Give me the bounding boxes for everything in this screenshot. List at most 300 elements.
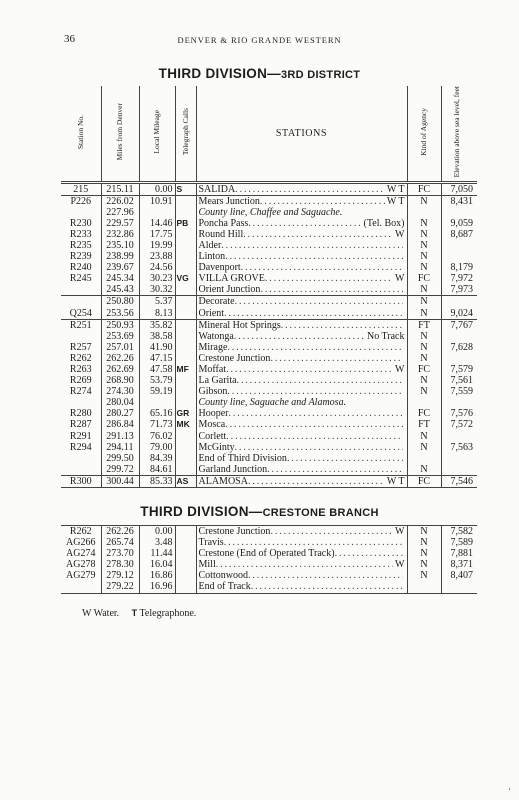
- telegraph-call: [175, 308, 196, 320]
- local-mileage: 71.73: [139, 419, 175, 430]
- table-row: [61, 475, 477, 487]
- dot-leader: [270, 353, 402, 364]
- station-name: Alder: [198, 239, 222, 251]
- header-elevation: Elevation above sea level, feet: [452, 86, 461, 178]
- miles-from-denver: 280.27: [101, 408, 139, 419]
- table-row: [61, 453, 477, 464]
- station-name: Davenport: [198, 262, 241, 274]
- table-row: [61, 331, 477, 342]
- station-flags: W T: [386, 475, 405, 487]
- table-row: [61, 353, 477, 364]
- station-flags: W: [395, 559, 405, 571]
- miles-from-denver: 250.80: [101, 296, 139, 308]
- elevation: 7,559: [450, 386, 473, 398]
- kind-of-agency: N: [407, 195, 441, 207]
- station-cell: [196, 464, 407, 476]
- table-row: [61, 229, 477, 240]
- elevation: 8,687: [450, 228, 473, 240]
- station-cell: [196, 331, 407, 342]
- station-number: R263: [61, 364, 101, 375]
- page-number: 36: [64, 33, 75, 45]
- kind-of-agency: N: [407, 464, 441, 476]
- miles-from-denver: 253.69: [101, 331, 139, 342]
- dot-leader: [225, 251, 402, 262]
- station-cell: [196, 240, 407, 251]
- header-stations: STATIONS: [275, 127, 328, 139]
- elevation: 7,767: [441, 319, 477, 331]
- kind-of-agency: FC: [407, 364, 441, 375]
- header-agency: Kind of Agency: [407, 86, 441, 182]
- local-mileage: 8.13: [139, 308, 175, 320]
- miles-from-denver: 245.43: [101, 284, 139, 296]
- elevation: 7,582: [441, 526, 477, 538]
- station-name: Crestone (End of Operated Track): [198, 548, 335, 560]
- table-row: [61, 526, 477, 538]
- elevation: 8,407: [450, 570, 473, 582]
- table-row: [61, 251, 477, 262]
- elevation: 7,973: [450, 284, 473, 296]
- title-main: THIRD DIVISION—: [158, 66, 281, 81]
- elevation: [441, 240, 477, 251]
- station-flags: [403, 353, 405, 364]
- kind-of-agency: FC: [407, 408, 441, 419]
- station-number: [61, 207, 101, 218]
- station-cell: [196, 251, 407, 262]
- station-name: Cottonwood: [198, 570, 248, 582]
- local-mileage: 14.46: [139, 218, 175, 229]
- kind-of-agency: FT: [407, 319, 441, 331]
- table-row: [61, 464, 477, 476]
- miles-from-denver: 299.72: [101, 464, 139, 476]
- local-mileage: 65.16: [139, 408, 175, 419]
- telegraph-call: GR: [175, 408, 196, 419]
- station-cell: [196, 364, 407, 375]
- station-cell: [196, 284, 407, 296]
- station-name: Decorate: [198, 296, 235, 308]
- local-mileage: 35.82: [139, 319, 175, 331]
- dot-leader: [221, 240, 402, 251]
- station-cell: [196, 319, 407, 331]
- dot-leader: [229, 408, 403, 419]
- kind-of-agency: N: [407, 431, 441, 442]
- station-number: R239: [61, 251, 101, 262]
- county-line-note: County line, Saguache and Alamosa.: [198, 397, 347, 409]
- station-name: Mears Junction: [198, 195, 260, 207]
- station-number: AG266: [61, 537, 101, 548]
- local-mileage: 47.15: [139, 353, 175, 364]
- miles-from-denver: 291.13: [101, 431, 139, 442]
- kind-of-agency: N: [407, 284, 441, 296]
- telegraph-call: [175, 207, 196, 218]
- kind-of-agency: N: [407, 296, 441, 308]
- station-name: Mirage: [198, 341, 228, 353]
- local-mileage: 47.58: [139, 364, 175, 375]
- corner-mark: ʻ: [508, 786, 511, 796]
- table-row: [61, 319, 477, 331]
- dot-leader: [243, 229, 393, 240]
- table-row: [61, 408, 477, 419]
- kind-of-agency: FC: [407, 182, 441, 195]
- station-number: R235: [61, 240, 101, 251]
- station-flags: No Track: [366, 330, 405, 342]
- elevation: 8,371: [450, 559, 473, 571]
- miles-from-denver: 232.86: [101, 229, 139, 240]
- station-name: Gibson: [198, 386, 228, 398]
- telegraph-call: [175, 251, 196, 262]
- table-row: [61, 240, 477, 251]
- elevation: [441, 464, 477, 476]
- kind-of-agency: N: [407, 386, 441, 397]
- dot-leader: [226, 364, 393, 375]
- local-mileage: 3.48: [139, 537, 175, 548]
- table-row: [61, 182, 477, 195]
- kind-of-agency: FC: [407, 273, 441, 284]
- station-name: McGinty: [198, 441, 235, 453]
- miles-from-denver: 227.96: [101, 207, 139, 218]
- section-title-3rd-district: [0, 66, 519, 81]
- station-cell: [196, 353, 407, 364]
- station-name: Orient: [198, 307, 225, 319]
- station-flags: [403, 251, 405, 262]
- station-flags: [403, 240, 405, 251]
- dot-leader: [270, 526, 393, 537]
- station-cell: [196, 475, 407, 487]
- table-row: [61, 442, 477, 453]
- dot-leader: [287, 453, 403, 464]
- running-head: DENVER & RIO GRANDE WESTERN: [177, 35, 342, 45]
- dot-leader: [281, 320, 403, 331]
- station-number: R251: [61, 319, 101, 331]
- local-mileage: 5.37: [139, 296, 175, 308]
- station-number: R230: [61, 218, 101, 229]
- local-mileage: 30.32: [139, 284, 175, 296]
- local-mileage: 85.33: [139, 475, 175, 487]
- local-mileage: 79.00: [139, 442, 175, 453]
- station-name: Round Hill: [198, 228, 244, 240]
- header-local-mileage: Local Mileage: [139, 86, 175, 182]
- timetable-3rd-district: [61, 86, 477, 488]
- station-cell: [196, 419, 407, 430]
- telegraph-call: [175, 548, 196, 559]
- dot-leader: [260, 284, 402, 295]
- title-sub: 3RD DISTRICT: [280, 69, 361, 81]
- kind-of-agency: N: [407, 353, 441, 364]
- station-number: R280: [61, 408, 101, 419]
- miles-from-denver: 265.74: [101, 537, 139, 548]
- station-name: ALAMOSA: [198, 475, 248, 487]
- table-row: [61, 431, 477, 442]
- telegraph-call: [175, 284, 196, 296]
- table-row: [61, 195, 477, 207]
- table-row: [61, 386, 477, 397]
- telegraph-call: [175, 319, 196, 331]
- station-number: R257: [61, 342, 101, 353]
- elevation: 7,546: [441, 475, 477, 487]
- miles-from-denver: 253.56: [101, 308, 139, 320]
- elevation: [441, 397, 477, 408]
- dot-leader: [227, 386, 402, 397]
- telegraph-call: PB: [175, 218, 196, 229]
- station-name: Crestone Junction: [198, 352, 271, 364]
- station-cell: [196, 442, 407, 453]
- station-flags: [403, 442, 405, 453]
- station-number: [61, 296, 101, 308]
- station-number: [61, 464, 101, 476]
- station-cell: [196, 229, 407, 240]
- legend-telegraphone-symbol: T: [131, 608, 138, 618]
- station-name: Corlett: [198, 430, 227, 442]
- station-flags: [403, 342, 405, 353]
- telegraph-call: MF: [175, 364, 196, 375]
- local-mileage: 84.61: [139, 464, 175, 476]
- miles-from-denver: 262.69: [101, 364, 139, 375]
- elevation: 8,179: [450, 262, 473, 274]
- kind-of-agency: [407, 207, 441, 218]
- station-flags: [403, 537, 405, 548]
- table-row: [61, 207, 477, 218]
- station-name: End of Track: [198, 581, 251, 593]
- kind-of-agency: N: [407, 537, 441, 548]
- elevation: 7,563: [450, 441, 473, 453]
- station-number: R274: [61, 386, 101, 397]
- elevation: 8,431: [441, 195, 477, 207]
- dot-leader: [248, 218, 361, 229]
- station-name: Mineral Hot Springs: [198, 319, 281, 331]
- local-mileage: 41.90: [139, 342, 175, 353]
- local-mileage: 16.04: [139, 559, 175, 570]
- miles-from-denver: 273.70: [101, 548, 139, 559]
- kind-of-agency: N: [407, 559, 441, 570]
- station-flags: [403, 308, 405, 319]
- dot-leader: [224, 537, 403, 548]
- station-flags: [403, 296, 405, 307]
- telegraph-call: [175, 453, 196, 464]
- station-name: Watonga: [198, 330, 234, 342]
- legend: [82, 608, 196, 619]
- elevation: [441, 431, 477, 442]
- station-flags: [403, 548, 405, 559]
- telegraph-call: [175, 581, 196, 593]
- kind-of-agency: N: [407, 570, 441, 581]
- telegraph-call: [175, 353, 196, 364]
- kind-of-agency: N: [407, 229, 441, 240]
- elevation: [441, 296, 477, 308]
- local-mileage: 19.99: [139, 240, 175, 251]
- miles-from-denver: 286.84: [101, 419, 139, 430]
- legend-water-symbol: W: [82, 608, 92, 619]
- miles-from-denver: 229.57: [101, 218, 139, 229]
- local-mileage: 23.88: [139, 251, 175, 262]
- station-flags: [403, 408, 405, 419]
- kind-of-agency: FT: [407, 419, 441, 430]
- dot-leader: [224, 308, 402, 319]
- miles-from-denver: 279.22: [101, 581, 139, 593]
- telegraph-call: [175, 570, 196, 581]
- dot-leader: [251, 581, 403, 592]
- table-row: [61, 548, 477, 559]
- station-number: R287: [61, 419, 101, 430]
- kind-of-agency: [407, 453, 441, 464]
- miles-from-denver: 235.10: [101, 240, 139, 251]
- kind-of-agency: N: [407, 218, 441, 229]
- timetable-crestone-branch: [61, 525, 477, 594]
- kind-of-agency: FC: [407, 475, 441, 487]
- table-row: [61, 581, 477, 593]
- station-name: Linton: [198, 251, 226, 263]
- station-number: R233: [61, 229, 101, 240]
- station-cell: [196, 342, 407, 353]
- station-name: End of Third Division: [198, 452, 287, 464]
- elevation: 7,572: [450, 419, 473, 431]
- miles-from-denver: 262.26: [101, 353, 139, 364]
- header-miles: Miles from Denver: [101, 86, 139, 182]
- dot-leader: [216, 559, 393, 570]
- station-name: SALIDA: [198, 183, 236, 195]
- local-mileage: 10.91: [139, 195, 175, 207]
- dot-leader: [235, 296, 403, 307]
- table-row: [61, 296, 477, 308]
- station-flags: W T: [386, 183, 405, 195]
- elevation: [441, 353, 477, 364]
- dot-leader: [235, 184, 385, 195]
- kind-of-agency: N: [407, 375, 441, 386]
- local-mileage: 11.44: [139, 548, 175, 559]
- station-flags: [403, 419, 405, 430]
- local-mileage: 24.56: [139, 262, 175, 273]
- station-flags: [403, 453, 405, 464]
- station-cell: [196, 182, 407, 195]
- station-flags: [403, 284, 405, 295]
- telegraph-call: [175, 431, 196, 442]
- station-number: AG279: [61, 570, 101, 581]
- station-flags: [403, 464, 405, 475]
- station-cell: [196, 431, 407, 442]
- station-name: Garland Junction: [198, 463, 268, 475]
- dot-leader: [248, 570, 403, 581]
- station-flags: [403, 386, 405, 397]
- station-cell: [196, 397, 407, 408]
- station-number: R269: [61, 375, 101, 386]
- station-flags: W T: [386, 195, 405, 207]
- title-sub: CRESTONE BRANCH: [262, 507, 379, 519]
- kind-of-agency: N: [407, 342, 441, 353]
- station-number: Q254: [61, 308, 101, 320]
- local-mileage: 17.75: [139, 229, 175, 240]
- station-name: Mill: [198, 559, 216, 571]
- station-cell: [196, 296, 407, 308]
- telegraph-call: [175, 195, 196, 207]
- local-mileage: [139, 397, 175, 408]
- elevation: [441, 453, 477, 464]
- station-flags: [403, 581, 405, 592]
- miles-from-denver: 238.99: [101, 251, 139, 262]
- elevation: 9,024: [450, 307, 473, 319]
- table-body: [61, 526, 477, 594]
- local-mileage: [139, 207, 175, 218]
- station-cell: [196, 386, 407, 397]
- telegraph-call: [175, 262, 196, 273]
- table-row: [61, 308, 477, 320]
- section-title-crestone-branch: [0, 504, 519, 519]
- station-flags: [403, 570, 405, 581]
- station-cell: [196, 375, 407, 386]
- telegraph-call: VG: [175, 273, 196, 284]
- elevation: 9,059: [450, 217, 473, 229]
- telegraph-call: [175, 526, 196, 538]
- station-name: Orient Junction: [198, 284, 261, 296]
- station-cell: [196, 218, 407, 229]
- elevation: 7,589: [450, 537, 473, 549]
- county-line-note: County line, Chaffee and Saguache.: [198, 206, 343, 218]
- dot-leader: [225, 419, 402, 430]
- station-flags: W: [395, 364, 405, 376]
- dot-leader: [260, 196, 385, 207]
- elevation: 7,881: [450, 548, 473, 560]
- station-flags: W: [395, 273, 405, 285]
- station-number: [61, 397, 101, 408]
- table-row: [61, 570, 477, 581]
- station-cell: [196, 559, 407, 570]
- elevation: 7,576: [450, 408, 473, 420]
- station-name: La Garita: [198, 375, 237, 387]
- station-cell: [196, 262, 407, 273]
- elevation: 7,050: [441, 182, 477, 195]
- station-flags: [403, 375, 405, 386]
- elevation: [441, 331, 477, 342]
- station-number: R291: [61, 431, 101, 442]
- dot-leader: [226, 431, 402, 442]
- elevation: 7,579: [450, 364, 473, 376]
- table-row: [61, 342, 477, 353]
- dot-leader: [265, 273, 393, 284]
- station-name: Crestone Junction: [198, 526, 271, 537]
- miles-from-denver: 257.01: [101, 342, 139, 353]
- telegraph-call: MK: [175, 419, 196, 430]
- station-number: R240: [61, 262, 101, 273]
- miles-from-denver: 274.30: [101, 386, 139, 397]
- station-flags: [403, 320, 405, 331]
- table-row: [61, 273, 477, 284]
- station-flags: W: [395, 228, 405, 240]
- telegraph-call: [175, 442, 196, 453]
- local-mileage: 30.23: [139, 273, 175, 284]
- miles-from-denver: 250.93: [101, 319, 139, 331]
- elevation: 7,628: [450, 341, 473, 353]
- station-number: AG274: [61, 548, 101, 559]
- station-cell: [196, 195, 407, 207]
- station-cell: [196, 548, 407, 559]
- station-number: R262: [61, 353, 101, 364]
- telegraph-call: [175, 375, 196, 386]
- station-cell: [196, 453, 407, 464]
- telegraph-call: AS: [175, 475, 196, 487]
- miles-from-denver: 226.02: [101, 195, 139, 207]
- miles-from-denver: 280.04: [101, 397, 139, 408]
- dot-leader: [234, 331, 365, 342]
- station-flags: W: [395, 526, 405, 537]
- miles-from-denver: 239.67: [101, 262, 139, 273]
- table-row: [61, 559, 477, 570]
- station-cell: [196, 570, 407, 581]
- kind-of-agency: N: [407, 548, 441, 559]
- table-row: [61, 262, 477, 273]
- station-cell: [196, 581, 407, 593]
- local-mileage: 59.19: [139, 386, 175, 397]
- station-name: Moffat: [198, 364, 227, 376]
- dot-leader: [235, 442, 403, 453]
- table-row: [61, 218, 477, 229]
- local-mileage: 16.96: [139, 581, 175, 593]
